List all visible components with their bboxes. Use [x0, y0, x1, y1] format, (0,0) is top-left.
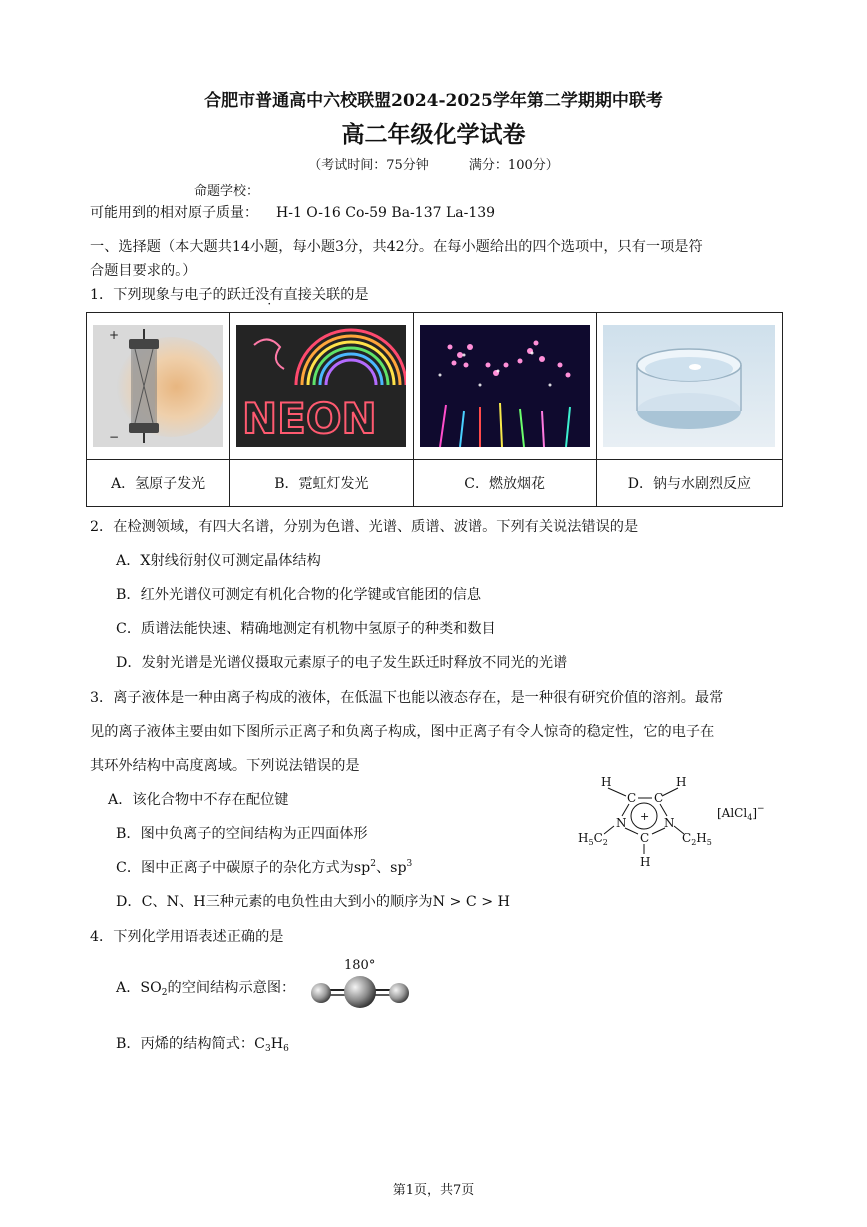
q2-option-c[interactable]: C．质谱法能快速、精确地测定有机物中氢原子的种类和数目: [116, 621, 496, 637]
struct-right-group: $C_2H_5$: [682, 831, 712, 847]
exam-title: 合肥市普通高中六校联盟2024-2025学年第二学期期中联考: [204, 91, 663, 111]
struct-c5: C: [654, 791, 664, 805]
so2-linear-model-diagram: [304, 954, 416, 1010]
svg-text:−: −: [109, 430, 120, 444]
oxygen-atom-left: [311, 983, 331, 1003]
oxygen-atom-right: [389, 983, 409, 1003]
sodium-water-image: [603, 325, 775, 447]
q4-option-a[interactable]: A．$SO_2$的空间结构示意图：: [116, 980, 296, 998]
atomic-mass-line: [90, 202, 495, 222]
struct-left-group: $H_5C_2$: [578, 831, 608, 847]
neon-word-text: NEON: [242, 394, 378, 443]
q1-option-d[interactable]: D．钠与水剧烈反应: [596, 460, 782, 507]
exam-info: [0, 154, 867, 173]
section1-intro-line2: 合题目要求的。）: [90, 263, 197, 279]
struct-n3: N: [664, 816, 675, 830]
q1-stem-after: 直接关联的是: [283, 287, 369, 303]
q1-option-a[interactable]: A．氢原子发光: [87, 460, 230, 507]
q2-stem: 2．在检测领域，有四大名谱，分别为色谱、光谱、质谱、波谱。下列有关说法错误的是: [90, 519, 639, 535]
q1-image-a-cell: [87, 313, 230, 460]
q1-image-table: [86, 312, 783, 507]
q1-image-c-cell: [413, 313, 596, 460]
section1-intro-line1: 一、选择题（本大题共14小题，每小题3分，共42分。在每小题给出的四个选项中，只有一项是符: [90, 239, 703, 255]
q2-option-d[interactable]: D．发射光谱是光谱仪摄取元素原子的电子发生跃迁时释放不同光的光谱: [116, 655, 568, 671]
neon-sign-image: [236, 325, 406, 447]
exam-subject-title: 高二年级化学试卷: [341, 121, 526, 148]
q4-stem: 4．下列化学用语表述正确的是: [90, 929, 284, 945]
q3-option-c[interactable]: C．图中正离子中碳原子的杂化方式为$sp^2$、$sp^3$: [116, 859, 413, 876]
ionic-liquid-structure-diagram: [574, 768, 784, 874]
q3-option-b[interactable]: B．图中负离子的空间结构为正四面体形: [116, 826, 368, 842]
q3-stem-line1: 3．离子液体是一种由离子构成的液体，在低温下也能以液态存在，是一种很有研究价值的溶剂。最常: [90, 690, 724, 706]
hydrogen-tube-image: [93, 325, 223, 447]
exam-time: （考试时间：75分钟: [308, 158, 429, 173]
atomic-mass-label: 可能用到的相对原子质量：: [90, 205, 258, 221]
struct-h-bottom: H: [640, 855, 651, 869]
full-score: 满分：100分）: [468, 158, 559, 173]
fireworks-image: [420, 325, 590, 447]
sulfur-atom: [344, 976, 376, 1008]
q1-image-b-cell: [230, 313, 413, 460]
q2-option-b[interactable]: B．红外光谱仪可测定有机化合物的化学键或官能团的信息: [116, 587, 482, 603]
struct-c2: C: [640, 831, 650, 845]
struct-h-top-right: H: [676, 775, 687, 789]
atomic-mass-values: H-1 O-16 Co-59 Ba-137 La-139: [276, 205, 496, 221]
q2-option-a[interactable]: A．X射线衍射仪可测定晶体结构: [116, 553, 321, 569]
q3-option-a[interactable]: A．该化合物中不存在配位键: [108, 792, 289, 808]
q1-stem: [90, 284, 369, 304]
q1-option-c[interactable]: C．燃放烟花: [413, 460, 596, 507]
q4-option-b[interactable]: B．丙烯的结构简式：$C_3H_6$: [116, 1036, 289, 1054]
struct-anion: [AlCl$_4$]−: [717, 804, 765, 822]
q1-stem-emphasis: 没有: [255, 287, 284, 303]
q3-option-d[interactable]: D．C、N、H三种元素的电负性由大到小的顺序为N > C > H: [116, 894, 511, 910]
bond-angle-label: 180°: [344, 958, 376, 973]
q3-stem-line3: 其环外结构中高度离域。下列说法错误的是: [90, 758, 360, 774]
q3-stem-line2: 见的离子液体主要由如下图所示正离子和负离子构成，图中正离子有令人惊奇的稳定性，它的电子在: [90, 724, 715, 740]
struct-plus: +: [640, 810, 650, 823]
struct-n1: N: [616, 816, 627, 830]
q1-image-d-cell: [596, 313, 782, 460]
page-number: 第1页，共7页: [392, 1183, 475, 1198]
svg-text:+: +: [109, 328, 120, 342]
school-label: 命题学校：: [194, 184, 260, 199]
q1-stem-before: 1．下列现象与电子的跃迁: [90, 287, 256, 303]
q1-option-b[interactable]: B．霓虹灯发光: [230, 460, 413, 507]
struct-c4: C: [627, 791, 637, 805]
struct-h-top-left: H: [601, 775, 612, 789]
